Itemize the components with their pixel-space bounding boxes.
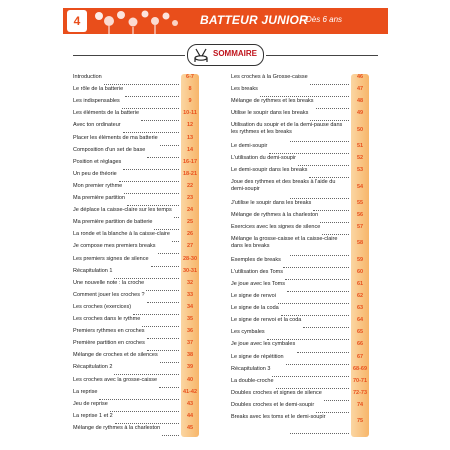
toc-entry[interactable] bbox=[73, 183, 218, 195]
toc-entry-page: 13 bbox=[186, 134, 194, 141]
toc-entry-leader bbox=[320, 222, 349, 223]
toc-entry-leader bbox=[267, 339, 349, 340]
toc-entry-title: Mon premier rythme bbox=[73, 182, 123, 189]
toc-entry[interactable] bbox=[73, 207, 218, 219]
toc-entry-leader bbox=[281, 315, 349, 316]
toc-entry[interactable] bbox=[231, 143, 383, 155]
toc-entry-leader bbox=[260, 96, 349, 97]
toc-entry[interactable] bbox=[231, 155, 383, 167]
toc-entry-title: Première partition en croches bbox=[73, 340, 145, 347]
toc-entry-leader bbox=[160, 145, 179, 146]
toc-entry-title: Joue des rythmes et des breaks à l'aide du demi-soupir bbox=[231, 179, 336, 192]
toc-entry-leader bbox=[142, 326, 179, 327]
snare-drum-icon bbox=[192, 46, 210, 64]
toc-entry[interactable] bbox=[231, 366, 383, 378]
toc-entry-leader bbox=[172, 241, 179, 242]
toc-entry-leader bbox=[287, 291, 349, 292]
toc-entry-page: 66 bbox=[356, 341, 364, 348]
toc-entry-page: 61 bbox=[356, 280, 364, 287]
toc-entry-leader bbox=[154, 229, 179, 230]
toc-entry-title: Les croches avec la grosse-caisse bbox=[73, 376, 158, 383]
toc-entry-leader bbox=[303, 327, 349, 328]
toc-entry[interactable] bbox=[231, 200, 383, 212]
toc-entry-title: Mélange de rythmes à la charleston bbox=[73, 424, 161, 431]
toc-entry[interactable] bbox=[73, 377, 218, 389]
toc-entry-title: Je joue avec les Toms bbox=[231, 280, 286, 287]
toc-entry-page: 32 bbox=[186, 279, 194, 286]
toc-entry-leader bbox=[125, 96, 179, 97]
toc-entry-leader bbox=[133, 314, 179, 315]
toc-entry-title: Le signe de la coda bbox=[231, 305, 279, 312]
toc-entry-page: 49 bbox=[356, 110, 364, 117]
toc-entry-title: Je compose mes premiers breaks bbox=[73, 243, 156, 250]
toc-entry-page: 38 bbox=[186, 352, 194, 359]
toc-entry-title: Récapitulation 3 bbox=[231, 365, 271, 372]
toc-entry-leader bbox=[147, 338, 179, 339]
toc-entry-title: Mélange la grosse-caisse et la caisse-claire dans les breaks bbox=[231, 236, 338, 249]
toc-entry[interactable] bbox=[73, 328, 218, 340]
toc-entry-page: 53 bbox=[356, 167, 364, 174]
toc-entry-leader bbox=[290, 433, 349, 434]
toc-entry-title: Mélange de rythmes à la charleston bbox=[231, 211, 319, 218]
sommaire-label: SOMMAIRE bbox=[213, 49, 257, 58]
toc-entry-title: La reprise bbox=[73, 388, 98, 395]
toc-entry-leader bbox=[141, 120, 179, 121]
toc-entry[interactable] bbox=[73, 219, 218, 231]
toc-entry-page: 74 bbox=[356, 401, 364, 408]
toc-entry-title: Ma première partition de batterie bbox=[73, 219, 153, 226]
toc-entry-leader bbox=[151, 266, 179, 267]
toc-entry[interactable] bbox=[73, 195, 218, 207]
toc-entry-page: 10-11 bbox=[183, 110, 197, 117]
toc-entry-leader bbox=[123, 132, 179, 133]
toc-entry-leader bbox=[316, 108, 349, 109]
toc-entry-title: Utilisation du soupir et de la demi-pause dans les rythmes et les breaks bbox=[231, 122, 343, 135]
toc-entry[interactable] bbox=[73, 159, 218, 171]
toc-entry-page: 26 bbox=[186, 231, 194, 238]
toc-entry-leader bbox=[310, 84, 349, 85]
toc-entry-leader bbox=[316, 412, 349, 413]
toc-entry[interactable] bbox=[73, 147, 218, 159]
toc-entry-page: 72-73 bbox=[352, 389, 368, 396]
toc-entry[interactable] bbox=[73, 243, 218, 255]
toc-entry-page: 50 bbox=[356, 126, 364, 133]
toc-entry[interactable] bbox=[231, 212, 383, 224]
toc-entry-page: 45 bbox=[186, 424, 194, 431]
toc-entry-leader bbox=[298, 165, 349, 166]
toc-entry-title: Les croches (exercices) bbox=[73, 303, 132, 310]
toc-entry-title: La double-croche bbox=[231, 377, 274, 384]
toc-entry-title: Introduction bbox=[73, 74, 102, 80]
toc-entry-page: 75 bbox=[356, 418, 364, 425]
toc-entry[interactable] bbox=[73, 316, 218, 328]
sommaire-rule-left bbox=[73, 55, 185, 56]
toc-entry-page: 70-71 bbox=[352, 377, 368, 384]
toc-entry[interactable] bbox=[73, 389, 218, 401]
toc-entry-title: Exercices avec les signes de silence bbox=[231, 224, 321, 231]
toc-entry-page: 56 bbox=[356, 211, 364, 218]
toc-entry-leader bbox=[290, 141, 349, 142]
toc-entry-page: 43 bbox=[186, 400, 194, 407]
toc-entry-page: 12 bbox=[186, 122, 194, 129]
page-header bbox=[63, 8, 388, 34]
toc-entry[interactable] bbox=[73, 364, 218, 376]
toc-entry-page: 8 bbox=[188, 86, 192, 93]
book-age-subtitle: Dès 6 ans bbox=[306, 15, 343, 24]
toc-entry-leader bbox=[310, 120, 349, 121]
toc-entry-title: La reprise 1 et 2 bbox=[73, 412, 113, 419]
toc-entry-page: 39 bbox=[186, 364, 194, 371]
toc-entry-title: La ronde et la blanche à la caisse-claire bbox=[73, 231, 170, 238]
toc-entry[interactable] bbox=[231, 305, 383, 317]
toc-entry-page: 6-7 bbox=[186, 74, 194, 80]
toc-entry-leader bbox=[159, 387, 179, 388]
toc-entry[interactable] bbox=[231, 390, 383, 402]
toc-entry[interactable] bbox=[73, 74, 218, 86]
toc-entry-page: 52 bbox=[356, 155, 364, 162]
toc-entry-page: 59 bbox=[356, 256, 364, 263]
toc-entry-title: Exemples de breaks bbox=[231, 256, 281, 263]
toc-entry[interactable] bbox=[73, 340, 218, 352]
toc-entry-page: 64 bbox=[356, 317, 364, 324]
toc-entry-leader bbox=[110, 411, 179, 412]
toc-entry-title: Le demi-soupir dans les breaks bbox=[231, 167, 308, 174]
toc-entry-leader bbox=[324, 400, 349, 401]
toc-entry[interactable] bbox=[231, 293, 383, 305]
toc-entry-title: Avec ton ordinateur bbox=[73, 122, 121, 129]
toc-entry-title: J'utilise le soupir dans les breaks bbox=[231, 199, 312, 206]
toc-entry-title: Les croches dans le rythme bbox=[73, 316, 141, 322]
toc-entry-leader bbox=[160, 362, 179, 363]
toc-entry[interactable] bbox=[73, 401, 218, 413]
toc-entry-title: Le signe de renvoi bbox=[231, 293, 276, 299]
toc-entry[interactable] bbox=[73, 413, 218, 425]
toc-entry-title: Mélange de rythmes et les breaks bbox=[231, 98, 314, 105]
toc-entry-leader bbox=[146, 290, 179, 291]
toc-entry-title: Les indispensables bbox=[73, 98, 120, 105]
toc-entry[interactable] bbox=[231, 122, 383, 143]
toc-entry-title: Le rôle de la batterie bbox=[73, 86, 124, 93]
toc-entry-page: 30-31 bbox=[182, 267, 198, 274]
toc-entry-leader bbox=[174, 217, 179, 218]
toc-entry-page: 24 bbox=[186, 207, 194, 214]
toc-entry-leader bbox=[119, 181, 179, 182]
toc-entry-page: 33 bbox=[186, 291, 194, 298]
toc-entry-title: L'utilisation des Toms bbox=[231, 268, 284, 275]
toc-entry-leader bbox=[104, 84, 179, 85]
toc-entry-title: Utilise le soupir dans les breaks bbox=[231, 110, 309, 117]
sommaire-rule-right bbox=[266, 55, 378, 56]
toc-entry-title: Les éléments de la batterie bbox=[73, 110, 140, 117]
toc-entry-title: Composition d'un set de base bbox=[73, 146, 146, 153]
toc-entry[interactable] bbox=[73, 292, 218, 304]
toc-entry-leader bbox=[290, 255, 349, 256]
toc-entry-leader bbox=[297, 352, 349, 353]
toc-entry-leader bbox=[127, 205, 179, 206]
toc-entry[interactable] bbox=[73, 352, 218, 364]
toc-entry-page: 51 bbox=[356, 142, 364, 149]
toc-entry-page: 48 bbox=[356, 98, 364, 105]
toc-entry-title: Une nouvelle note : la croche bbox=[73, 279, 145, 286]
toc-entry[interactable] bbox=[231, 317, 383, 329]
toc-entry-page: 60 bbox=[356, 268, 364, 275]
toc-entry-title: Le signe de renvoi et la coda bbox=[231, 317, 302, 324]
toc-entry-page: 67 bbox=[356, 353, 364, 360]
toc-entry[interactable] bbox=[231, 98, 383, 110]
toc-entry[interactable] bbox=[73, 280, 218, 292]
sommaire-heading bbox=[187, 44, 264, 66]
toc-entry[interactable] bbox=[73, 231, 218, 243]
toc-entry-title: Le demi-soupir bbox=[231, 142, 268, 149]
toc-entry[interactable] bbox=[231, 236, 383, 257]
toc-entry-page: 65 bbox=[356, 329, 364, 336]
toc-entry-title: Jeu de reprise bbox=[73, 400, 108, 407]
toc-entry-page: 22 bbox=[186, 182, 194, 189]
toc-entry-title: Comment jouer les croches ? bbox=[73, 291, 145, 298]
toc-entry-leader bbox=[278, 303, 349, 304]
toc-entry-page: 28-30 bbox=[182, 255, 198, 262]
toc-entry-leader bbox=[122, 108, 179, 109]
toc-entry-page: 41-42 bbox=[182, 388, 198, 395]
toc-entry-page: 57 bbox=[356, 224, 364, 231]
toc-entry-leader bbox=[290, 198, 349, 199]
toc-entry-title: Doubles croches et le demi-soupir bbox=[231, 401, 315, 408]
toc-entry-title: Premiers rythmes en croches bbox=[73, 328, 145, 335]
toc-entry-title: Récapitulation 1 bbox=[73, 267, 113, 274]
toc-entry[interactable] bbox=[73, 256, 218, 268]
toc-entry-title: Je joue avec les cymbales bbox=[231, 341, 296, 348]
toc-entry-page: 62 bbox=[356, 293, 364, 299]
drum-kit-dots-decoration-icon bbox=[91, 8, 181, 34]
toc-entry[interactable] bbox=[73, 425, 218, 437]
toc-entry-leader bbox=[158, 253, 179, 254]
toc-entry-title: Doubles croches et signes de silence bbox=[231, 389, 322, 396]
toc-entry-title: Les premiers signes de silence bbox=[73, 255, 149, 262]
toc-entry-title: Placer les éléments de ma batterie bbox=[73, 134, 158, 141]
toc-entry[interactable] bbox=[231, 269, 383, 281]
toc-entry[interactable] bbox=[231, 179, 383, 200]
toc-entry[interactable] bbox=[73, 86, 218, 98]
toc-entry-page: 68-69 bbox=[352, 365, 368, 372]
toc-entry-page: 25 bbox=[186, 219, 194, 226]
toc-entry-page: 9 bbox=[188, 98, 192, 105]
toc-entry-leader bbox=[147, 302, 179, 303]
toc-entry-leader bbox=[147, 157, 179, 158]
toc-entry[interactable] bbox=[73, 268, 218, 280]
toc-entry[interactable] bbox=[231, 257, 383, 269]
toc-entry-leader bbox=[322, 234, 349, 235]
toc-entry-page: 34 bbox=[186, 303, 194, 310]
toc-entry-leader bbox=[269, 153, 349, 154]
toc-entry-page: 27 bbox=[186, 243, 194, 250]
toc-entry-title: Le signe de répétition bbox=[231, 353, 284, 360]
toc-entry-page: 54 bbox=[356, 183, 364, 190]
toc-entry-title: Les breaks bbox=[231, 86, 258, 93]
toc-entry-page: 14 bbox=[186, 146, 194, 153]
toc-entry[interactable] bbox=[231, 74, 383, 86]
toc-entry[interactable] bbox=[231, 86, 383, 98]
toc-entry-page: 63 bbox=[356, 305, 364, 312]
toc-entry-page: 23 bbox=[186, 195, 194, 201]
toc-entry-leader bbox=[285, 279, 349, 280]
toc-entry[interactable] bbox=[231, 341, 383, 353]
toc-entry-leader bbox=[283, 267, 349, 268]
toc-entry-leader bbox=[309, 177, 349, 178]
toc-entry-leader bbox=[114, 278, 179, 279]
toc-entry[interactable] bbox=[73, 171, 218, 183]
toc-entry-leader bbox=[99, 399, 179, 400]
toc-entry[interactable] bbox=[231, 224, 383, 236]
toc-entry-page: 40 bbox=[186, 376, 194, 383]
toc-entry-page: 36 bbox=[186, 328, 194, 335]
toc-entry-leader bbox=[147, 350, 179, 351]
toc-entry[interactable] bbox=[231, 414, 383, 435]
toc-entry[interactable] bbox=[73, 98, 218, 110]
toc-entry-leader bbox=[286, 364, 349, 365]
toc-entry-title: Les cymbales bbox=[231, 329, 265, 336]
toc-entry-page: 47 bbox=[356, 86, 364, 93]
toc-entry-title: Mélange de croches et de silences bbox=[73, 352, 158, 359]
toc-entry-title: Un peu de théorie bbox=[73, 170, 117, 177]
toc-entry-leader bbox=[313, 210, 349, 211]
toc-entry[interactable] bbox=[231, 281, 383, 293]
toc-entry-page: 37 bbox=[186, 340, 194, 347]
toc-entry-page: 55 bbox=[356, 199, 364, 206]
toc-entry-title: L'utilisation du demi-soupir bbox=[231, 155, 296, 162]
toc-entry-leader bbox=[115, 423, 179, 424]
toc-entry-title: Position et réglages bbox=[73, 158, 122, 165]
toc-entry[interactable] bbox=[231, 378, 383, 390]
toc-entry-leader bbox=[123, 169, 179, 170]
toc-entry-leader bbox=[114, 374, 179, 375]
toc-entry[interactable] bbox=[231, 354, 383, 366]
toc-entry-title: Ma première partition bbox=[73, 195, 125, 201]
toc-entry-page: 16-17 bbox=[182, 158, 198, 165]
toc-entry-page: 35 bbox=[186, 316, 194, 322]
toc-entry-leader bbox=[276, 388, 349, 389]
toc-entry-title: Breaks avec les toms et le demi-soupir bbox=[231, 414, 326, 420]
book-page bbox=[63, 8, 388, 440]
toc-entry-title: Je déplace la caisse-claire sur les temps bbox=[73, 207, 172, 214]
toc-entry-page: 58 bbox=[356, 240, 364, 247]
toc-entry-page: 18-21 bbox=[182, 170, 198, 177]
toc-entry[interactable] bbox=[231, 167, 383, 179]
toc-entry-page: 44 bbox=[186, 412, 194, 419]
book-title: BATTEUR JUNIOR bbox=[200, 13, 308, 27]
toc-entry-leader bbox=[162, 435, 179, 436]
toc-entry[interactable] bbox=[73, 304, 218, 316]
toc-entry[interactable] bbox=[231, 110, 383, 122]
toc-entry-leader bbox=[272, 376, 349, 377]
toc-entry[interactable] bbox=[73, 135, 218, 147]
toc-entry[interactable] bbox=[73, 122, 218, 134]
toc-entry[interactable] bbox=[231, 402, 383, 414]
toc-entry-leader bbox=[124, 193, 179, 194]
toc-entry-title: Les croches à la Grosse-caisse bbox=[231, 74, 308, 80]
page-number: 4 bbox=[73, 14, 81, 28]
toc-entry[interactable] bbox=[73, 110, 218, 122]
toc-entry[interactable] bbox=[231, 329, 383, 341]
toc-entry-page: 46 bbox=[356, 74, 364, 80]
toc-entry-title: Récapitulation 2 bbox=[73, 364, 113, 371]
